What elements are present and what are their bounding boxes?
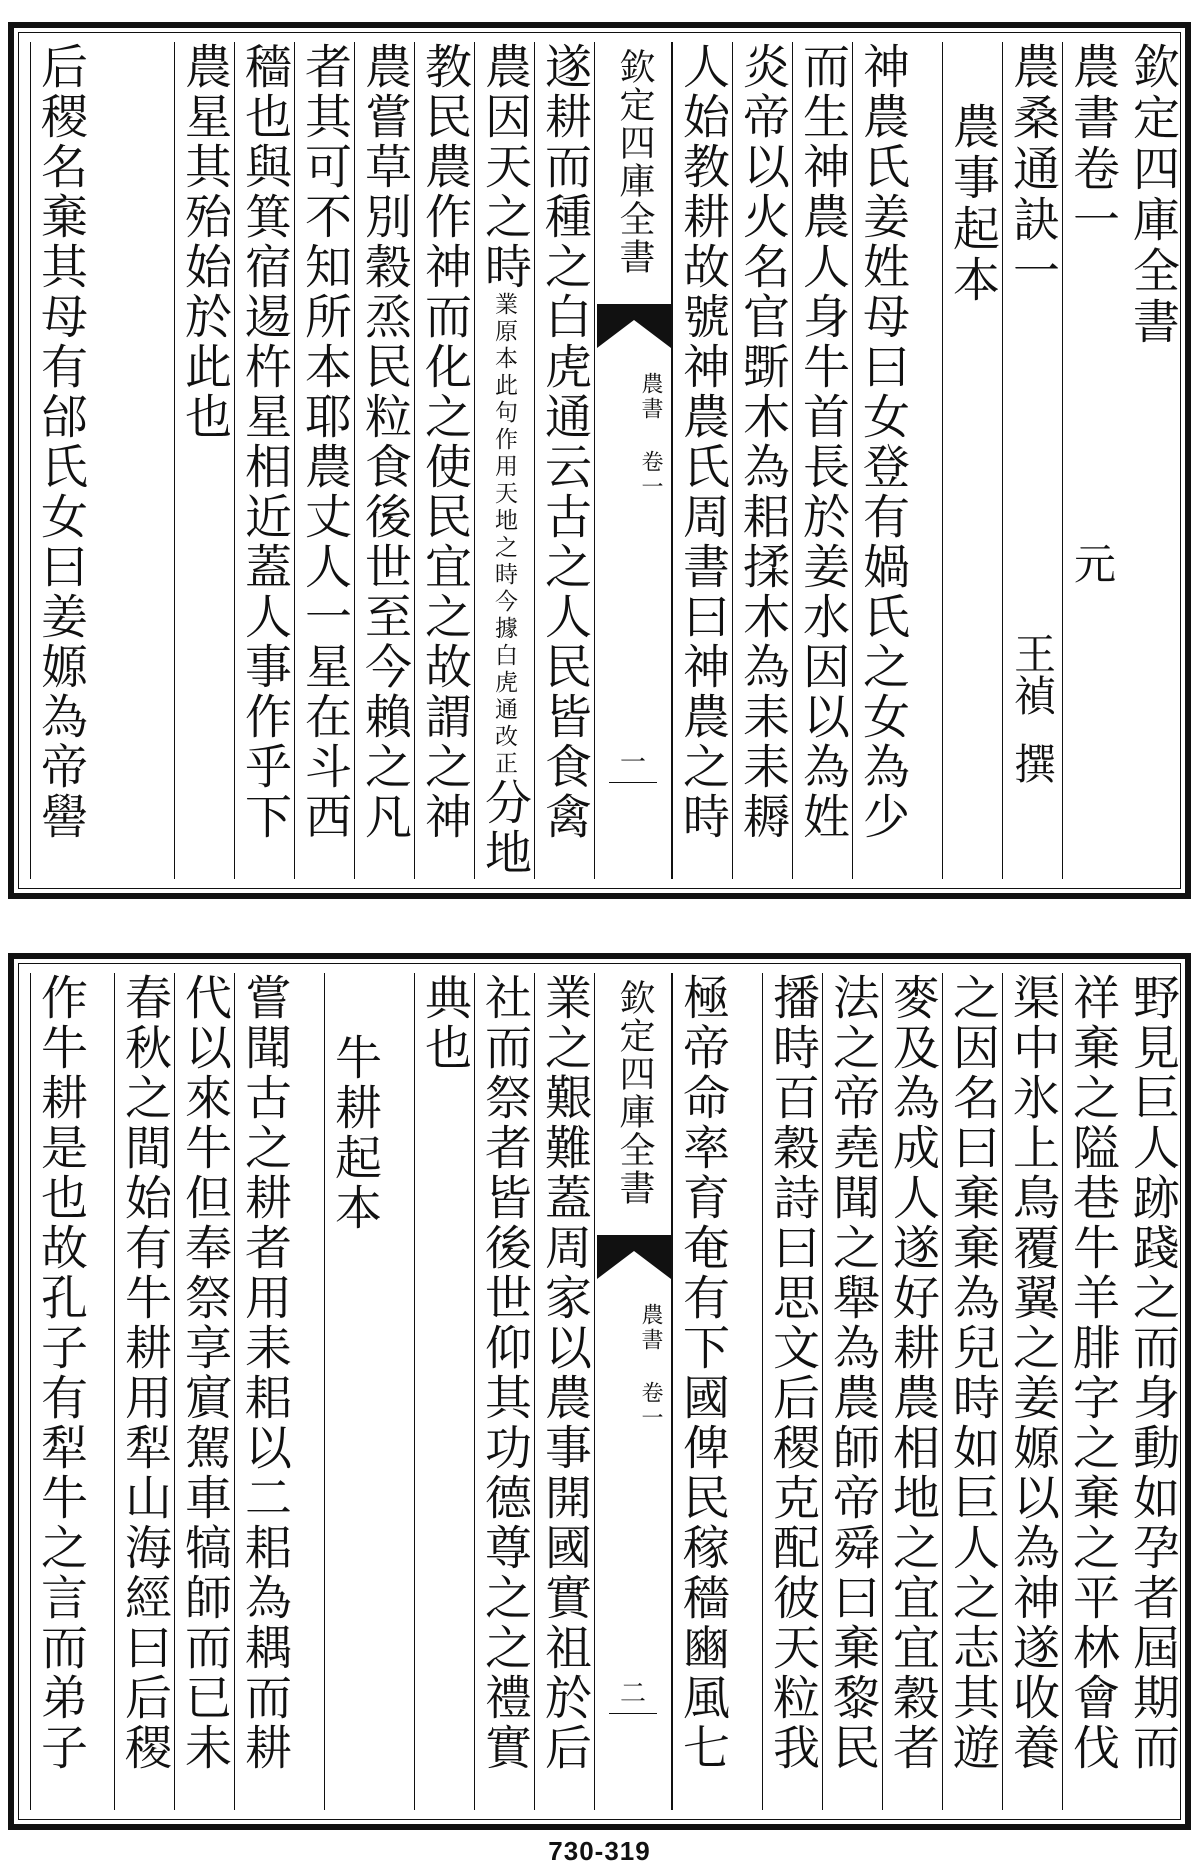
text-column: 典也	[414, 973, 474, 1810]
text-column: 麥及為成人遂好耕農相地之宜宜穀者	[882, 973, 942, 1810]
text-column: 極帝命率育奄有下國俾民稼穡豳風七	[672, 973, 732, 1810]
text-column: 渠中氷上鳥覆翼之姜嫄以為神遂收養	[1002, 973, 1062, 1810]
text-column: 而生神農人身牛首長於姜水因以為姓	[792, 42, 852, 879]
text-column: 法之帝堯聞之舉為農師帝舜曰棄黎民	[822, 973, 882, 1810]
strip-divider	[609, 1713, 657, 1714]
annotation-note	[491, 292, 517, 778]
text-column: 祥棄之隘巷牛羊腓字之棄之平林會伐	[1062, 973, 1122, 1810]
author-dynasty: 元	[1068, 542, 1117, 584]
text-column: 農星其殆始於此也	[174, 42, 234, 879]
text-column: 炎帝以火名官斲木為耜揉木為耒耒耨	[732, 42, 792, 879]
text-run: 分地	[477, 778, 532, 878]
page-top	[8, 22, 1191, 899]
text-column: 者其可不知所本耶農丈人一星在斗西	[294, 42, 354, 879]
text-column: 神農氏姜姓母曰女登有媧氏之女為少	[852, 42, 912, 879]
text-column: 之因名曰棄棄為兒時如巨人之志其遊	[942, 973, 1002, 1810]
section-title: 農事起本	[942, 42, 1002, 879]
section-title: 牛耕起本	[324, 973, 384, 1810]
text-column: 代以來牛但奉祭享賔駕車犒師而已未	[174, 973, 234, 1810]
footer-page-number: 730-319	[548, 1836, 651, 1866]
note-line: 之時今據白虎通改正	[491, 535, 517, 778]
text-column: 播時百穀詩曰思文后稷克配彼天粒我	[762, 973, 822, 1810]
book-header: 欽定四庫全書	[1125, 42, 1180, 348]
center-book-title: 欽定四庫全書	[614, 979, 655, 1207]
text-column: 農嘗草別穀烝民粒食後世至今賴之凡	[354, 42, 414, 879]
note-line: 業原本此句作用天地	[491, 292, 517, 535]
text-column: 教民農作神而化之使民宜之故謂之神	[414, 42, 474, 879]
center-page-number: 一	[619, 748, 646, 778]
fish-tail-icon	[597, 304, 671, 348]
center-section-label: 農書 卷一	[638, 372, 663, 500]
page-bottom	[8, 953, 1191, 1830]
fish-tail-icon	[597, 1235, 671, 1279]
text-column: 業之艱難蓋周家以農事開國實祖於后	[534, 973, 594, 1810]
text-column: 遂耕而種之白虎通云古之人民皆食禽	[534, 42, 594, 879]
text-column: 春秋之間始有牛耕用犁山海經曰后稷	[114, 973, 174, 1810]
text-column: 野見巨人跡踐之而身動如孕者屆期而	[1125, 973, 1180, 1773]
chapter-title: 農桑通訣一	[1002, 42, 1062, 879]
center-page-number: 二	[619, 1679, 646, 1709]
text-column: 穡也與箕宿逷杵星相近蓋人事作乎下	[234, 42, 294, 879]
author-name: 王禎	[1008, 632, 1057, 716]
text-column	[474, 42, 534, 879]
center-section-label: 農書 卷一	[638, 1303, 663, 1431]
center-strip	[594, 42, 672, 879]
text-column: 作牛耕是也故孔子有犁牛之言而弟子	[30, 973, 90, 1810]
volume-title: 農書卷一	[1062, 42, 1122, 879]
center-book-title: 欽定四庫全書	[614, 48, 655, 276]
author-role: 撰	[1008, 742, 1057, 784]
text-run: 農因天之時	[477, 42, 532, 292]
text-column: 后稷名棄其母有邰氏女曰姜嫄為帝嚳	[30, 42, 90, 879]
strip-divider	[609, 782, 657, 783]
center-strip	[594, 973, 672, 1810]
text-column: 嘗聞古之耕者用耒耜以二耜為耦而耕	[234, 973, 294, 1810]
text-column: 社而祭者皆後世仰其功德尊之之禮實	[474, 973, 534, 1810]
text-column: 人始教耕故號神農氏周書曰神農之時	[672, 42, 732, 879]
